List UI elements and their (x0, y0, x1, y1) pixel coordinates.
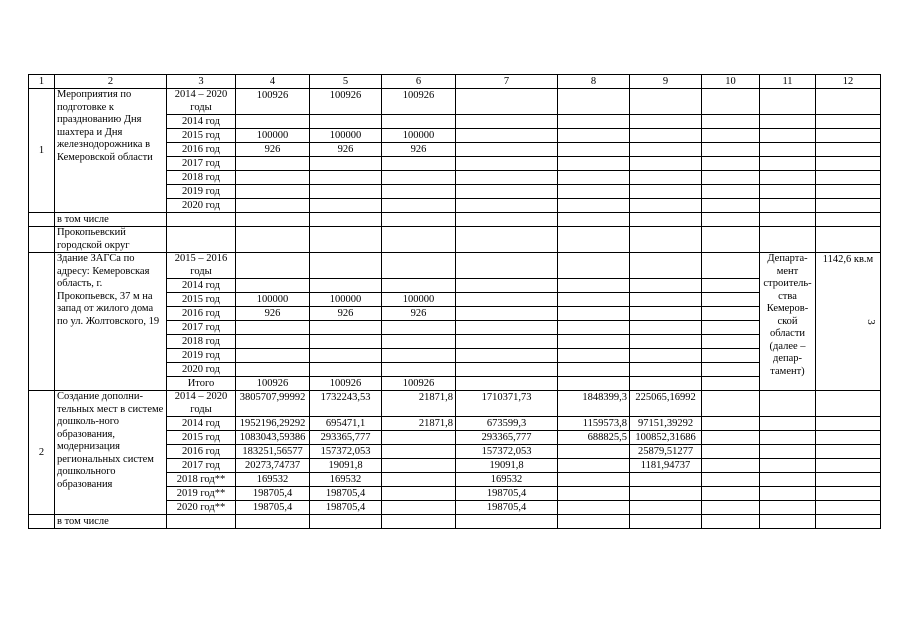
column-number: 6 (382, 75, 456, 89)
table-cell (630, 171, 702, 185)
table-cell (816, 417, 881, 431)
table-cell (702, 213, 760, 227)
table-cell (630, 213, 702, 227)
value-cell (558, 445, 630, 459)
period-cell: 2019 год** (167, 487, 236, 501)
value-cell: 198705,4 (310, 501, 382, 515)
table-cell (702, 501, 760, 515)
value-cell (236, 199, 310, 213)
table-row (29, 89, 881, 115)
table-cell (456, 515, 558, 529)
value-cell: 100852,31686 (630, 431, 702, 445)
table-cell (702, 307, 760, 321)
value-cell: 183251,56577 (236, 445, 310, 459)
table-cell (760, 417, 816, 431)
table-cell (760, 143, 816, 157)
table-cell (702, 157, 760, 171)
table-cell (558, 307, 630, 321)
value-cell (310, 363, 382, 377)
value-cell: 1732243,53 (310, 391, 382, 417)
value-cell: 926 (310, 143, 382, 157)
table-cell (558, 363, 630, 377)
period-cell: 2014 год (167, 417, 236, 431)
period-cell: Итого (167, 377, 236, 391)
value-cell: 100000 (382, 293, 456, 307)
table-cell (702, 335, 760, 349)
value-cell (310, 199, 382, 213)
table-cell (760, 501, 816, 515)
table-cell (456, 377, 558, 391)
table-cell (630, 143, 702, 157)
table-cell (456, 293, 558, 307)
value-cell: 926 (310, 307, 382, 321)
table-cell (167, 515, 236, 529)
value-cell (382, 363, 456, 377)
table-cell (558, 253, 630, 279)
value-cell: 1952196,29292 (236, 417, 310, 431)
table-cell (760, 473, 816, 487)
table-cell (702, 459, 760, 473)
row-number: 1 (29, 89, 55, 213)
period-cell: 2018 год (167, 171, 236, 185)
value-cell: 673599,3 (456, 417, 558, 431)
column-number: 3 (167, 75, 236, 89)
measure-name: Мероприятия по подготовке к празднованию Дня шахтера и Дня железнодорожника в Кемеровской области (55, 89, 167, 213)
table-cell (558, 143, 630, 157)
table-cell (702, 129, 760, 143)
value-cell: 19091,8 (456, 459, 558, 473)
value-cell: 1181,94737 (630, 459, 702, 473)
value-cell: 926 (236, 307, 310, 321)
column-number: 12 (816, 75, 881, 89)
period-cell: 2015 год (167, 293, 236, 307)
table-cell (456, 89, 558, 115)
table-cell (816, 89, 881, 115)
value-cell: 19091,8 (310, 459, 382, 473)
table-cell (456, 279, 558, 293)
value-cell: 100000 (310, 293, 382, 307)
period-cell: 2014 год (167, 115, 236, 129)
column-number: 11 (760, 75, 816, 89)
value-cell (236, 185, 310, 199)
period-cell: 2020 год (167, 199, 236, 213)
table-cell (382, 515, 456, 529)
period-cell: 2019 год (167, 349, 236, 363)
table-cell (167, 213, 236, 227)
value-cell (236, 363, 310, 377)
table-cell (558, 515, 630, 529)
value-cell: 100926 (382, 89, 456, 115)
table-cell (816, 199, 881, 213)
table-cell (630, 307, 702, 321)
table-row (29, 227, 881, 253)
table-cell (456, 185, 558, 199)
table-cell (702, 487, 760, 501)
table-cell (702, 473, 760, 487)
value-cell: 100000 (382, 129, 456, 143)
value-cell (310, 157, 382, 171)
table-cell (816, 185, 881, 199)
table-cell (816, 157, 881, 171)
table-cell (702, 417, 760, 431)
table-cell (702, 391, 760, 417)
table-cell (558, 213, 630, 227)
value-cell: 225065,16992 (630, 391, 702, 417)
value-cell (310, 171, 382, 185)
table-cell (702, 293, 760, 307)
value-cell (630, 501, 702, 515)
period-cell: 2015 – 2016 годы (167, 253, 236, 279)
table-cell (558, 171, 630, 185)
period-cell: 2017 год (167, 321, 236, 335)
table-cell (558, 377, 630, 391)
table-row (29, 515, 881, 529)
table-cell (816, 143, 881, 157)
table-cell (456, 213, 558, 227)
value-cell: 21871,8 (382, 391, 456, 417)
value-cell: 926 (382, 143, 456, 157)
value-cell (236, 157, 310, 171)
period-cell: 2017 год (167, 459, 236, 473)
value-cell: 25879,51277 (630, 445, 702, 459)
value-cell (382, 473, 456, 487)
value-cell: 100000 (236, 129, 310, 143)
table-cell (310, 213, 382, 227)
value-cell: 293365,777 (456, 431, 558, 445)
period-cell: 2017 год (167, 157, 236, 171)
table-cell (456, 227, 558, 253)
table-cell (816, 391, 881, 417)
value-cell: 198705,4 (236, 501, 310, 515)
table-cell (630, 363, 702, 377)
table-cell (760, 115, 816, 129)
value-cell (558, 487, 630, 501)
header-row (29, 75, 881, 89)
municipality-label: Прокопьевский городской округ (55, 227, 167, 253)
table-cell (456, 171, 558, 185)
column-number: 2 (55, 75, 167, 89)
table-cell (456, 115, 558, 129)
table-cell (167, 227, 236, 253)
value-cell (310, 115, 382, 129)
value-cell: 1083043,59386 (236, 431, 310, 445)
table-cell (702, 431, 760, 445)
object-name: Здание ЗАГСа по адресу: Кемеровская область, г. Прокопьевск, 37 м на запад от жилого дома по ул. Жолтовского, 19 (55, 253, 167, 391)
table-cell (558, 157, 630, 171)
period-cell: 2019 год (167, 185, 236, 199)
value-cell (236, 321, 310, 335)
period-cell: 2018 год (167, 335, 236, 349)
value-cell: 169532 (456, 473, 558, 487)
table-cell (456, 199, 558, 213)
value-cell (236, 335, 310, 349)
table-cell (29, 253, 55, 391)
value-cell: 97151,39292 (630, 417, 702, 431)
value-cell: 100926 (236, 89, 310, 115)
period-cell: 2015 год (167, 431, 236, 445)
value-cell (310, 321, 382, 335)
table-cell (558, 129, 630, 143)
table-cell (702, 89, 760, 115)
table-cell (760, 213, 816, 227)
table-cell (630, 227, 702, 253)
value-cell (382, 185, 456, 199)
table-cell (816, 515, 881, 529)
column-number: 4 (236, 75, 310, 89)
table-cell (29, 515, 55, 529)
table-cell (760, 227, 816, 253)
table-cell (630, 321, 702, 335)
value-cell: 1159573,8 (558, 417, 630, 431)
value-cell (236, 253, 310, 279)
table-cell (456, 307, 558, 321)
table-cell (816, 115, 881, 129)
period-cell: 2014 – 2020 годы (167, 89, 236, 115)
table-cell (456, 253, 558, 279)
table-cell (558, 293, 630, 307)
table-cell (702, 349, 760, 363)
table-cell (702, 253, 760, 279)
value-cell: 157372,053 (456, 445, 558, 459)
value-cell: 3805707,99992 (236, 391, 310, 417)
value-cell (382, 157, 456, 171)
table-cell (816, 129, 881, 143)
value-cell: 688825,5 (558, 431, 630, 445)
column-number: 5 (310, 75, 382, 89)
table-cell (702, 227, 760, 253)
table-cell (630, 89, 702, 115)
executor-cell: Департа-мент строитель-ства Кемеров-ской области (далее – депар-тамент) (760, 253, 816, 391)
table-cell (630, 515, 702, 529)
table-cell (760, 171, 816, 185)
value-cell (382, 431, 456, 445)
table-cell (558, 321, 630, 335)
table-cell (236, 213, 310, 227)
value-cell (558, 473, 630, 487)
value-cell (310, 349, 382, 363)
table-cell (760, 157, 816, 171)
table-cell (816, 445, 881, 459)
table-cell (760, 129, 816, 143)
table-cell (630, 199, 702, 213)
measure-name: Создание дополни-тельных мест в системе дошколь-ного образования, модернизация региональных систем дошкольного образования (55, 391, 167, 515)
table-row (29, 213, 881, 227)
table-cell (760, 185, 816, 199)
table-cell (702, 279, 760, 293)
table-cell (630, 253, 702, 279)
value-cell (236, 279, 310, 293)
value-cell: 100926 (382, 377, 456, 391)
table-cell (760, 459, 816, 473)
value-cell (382, 199, 456, 213)
table-cell (558, 185, 630, 199)
table-cell (29, 227, 55, 253)
column-number: 10 (702, 75, 760, 89)
table-cell (760, 515, 816, 529)
value-cell: 1848399,3 (558, 391, 630, 417)
table-cell (760, 391, 816, 417)
column-number: 1 (29, 75, 55, 89)
value-cell (382, 459, 456, 473)
table-cell (558, 199, 630, 213)
value-cell: 169532 (310, 473, 382, 487)
period-cell: 2020 год (167, 363, 236, 377)
table-cell (760, 431, 816, 445)
column-number: 9 (630, 75, 702, 89)
table-cell (382, 213, 456, 227)
table-cell (456, 321, 558, 335)
value-cell (236, 171, 310, 185)
table-cell (702, 363, 760, 377)
table-cell (630, 185, 702, 199)
table-cell (702, 515, 760, 529)
value-cell (558, 459, 630, 473)
table-cell (760, 487, 816, 501)
table-cell (702, 185, 760, 199)
value-cell: 198705,4 (456, 487, 558, 501)
value-cell: 198705,4 (310, 487, 382, 501)
value-cell: 198705,4 (456, 501, 558, 515)
column-number: 8 (558, 75, 630, 89)
value-cell (382, 445, 456, 459)
table-row (29, 391, 881, 417)
table-cell (630, 279, 702, 293)
value-cell: 100926 (310, 89, 382, 115)
table-cell (702, 171, 760, 185)
period-cell: 2018 год** (167, 473, 236, 487)
including-label: в том числе (55, 213, 167, 227)
table-cell (630, 129, 702, 143)
program-table (28, 74, 881, 529)
table-cell (558, 115, 630, 129)
table-cell (29, 213, 55, 227)
value-cell (382, 349, 456, 363)
table-cell (630, 377, 702, 391)
value-cell: 157372,053 (310, 445, 382, 459)
table-cell (816, 227, 881, 253)
table-cell (816, 431, 881, 445)
value-cell (236, 349, 310, 363)
table-cell (760, 445, 816, 459)
value-cell: 100926 (236, 377, 310, 391)
value-cell (382, 115, 456, 129)
table-cell (702, 143, 760, 157)
row-number: 2 (29, 391, 55, 515)
period-cell: 2015 год (167, 129, 236, 143)
table-cell (558, 335, 630, 349)
table-cell (630, 335, 702, 349)
table-cell (702, 377, 760, 391)
table-cell (816, 213, 881, 227)
value-cell (310, 253, 382, 279)
table-cell (630, 157, 702, 171)
table-cell (630, 349, 702, 363)
value-cell (382, 279, 456, 293)
table-cell (558, 227, 630, 253)
value-cell (382, 253, 456, 279)
period-cell: 2016 год (167, 445, 236, 459)
period-cell: 2016 год (167, 307, 236, 321)
value-cell (310, 335, 382, 349)
value-cell: 100926 (310, 377, 382, 391)
value-cell (310, 279, 382, 293)
table-cell (702, 321, 760, 335)
value-cell: 20273,74737 (236, 459, 310, 473)
table-cell (310, 227, 382, 253)
value-cell: 100000 (236, 293, 310, 307)
value-cell (236, 115, 310, 129)
table-cell (236, 227, 310, 253)
table-cell (630, 293, 702, 307)
value-cell: 695471,1 (310, 417, 382, 431)
table-cell (816, 171, 881, 185)
value-cell: 169532 (236, 473, 310, 487)
value-cell: 1710371,73 (456, 391, 558, 417)
table-cell (558, 89, 630, 115)
value-cell (382, 321, 456, 335)
period-cell: 2016 год (167, 143, 236, 157)
value-cell: 926 (236, 143, 310, 157)
table-row (29, 253, 881, 279)
value-cell (382, 171, 456, 185)
including-label: в том числе (55, 515, 167, 529)
page-number: 3 (864, 319, 877, 325)
value-cell: 293365,777 (310, 431, 382, 445)
table-cell (816, 459, 881, 473)
table-cell (558, 349, 630, 363)
table-cell (816, 487, 881, 501)
table-cell (456, 335, 558, 349)
period-cell: 2014 год (167, 279, 236, 293)
value-cell (382, 501, 456, 515)
table-cell (702, 199, 760, 213)
table-cell (382, 227, 456, 253)
table-cell (816, 501, 881, 515)
value-cell: 100000 (310, 129, 382, 143)
value-cell: 21871,8 (382, 417, 456, 431)
table-cell (456, 363, 558, 377)
period-cell: 2020 год** (167, 501, 236, 515)
table-cell (310, 515, 382, 529)
capacity-cell: 1142,6 кв.м (816, 253, 881, 391)
value-cell (382, 335, 456, 349)
value-cell (630, 473, 702, 487)
table-cell (456, 349, 558, 363)
table-cell (236, 515, 310, 529)
value-cell (558, 501, 630, 515)
table-cell (760, 199, 816, 213)
value-cell: 198705,4 (236, 487, 310, 501)
column-number: 7 (456, 75, 558, 89)
table-cell (456, 129, 558, 143)
value-cell (382, 487, 456, 501)
table-cell (630, 115, 702, 129)
table-cell (702, 115, 760, 129)
value-cell: 926 (382, 307, 456, 321)
table-cell (456, 157, 558, 171)
table-cell (558, 279, 630, 293)
table-cell (760, 89, 816, 115)
table-cell (456, 143, 558, 157)
table-cell (816, 473, 881, 487)
period-cell: 2014 – 2020 годы (167, 391, 236, 417)
value-cell (310, 185, 382, 199)
table-cell (702, 445, 760, 459)
value-cell (630, 487, 702, 501)
